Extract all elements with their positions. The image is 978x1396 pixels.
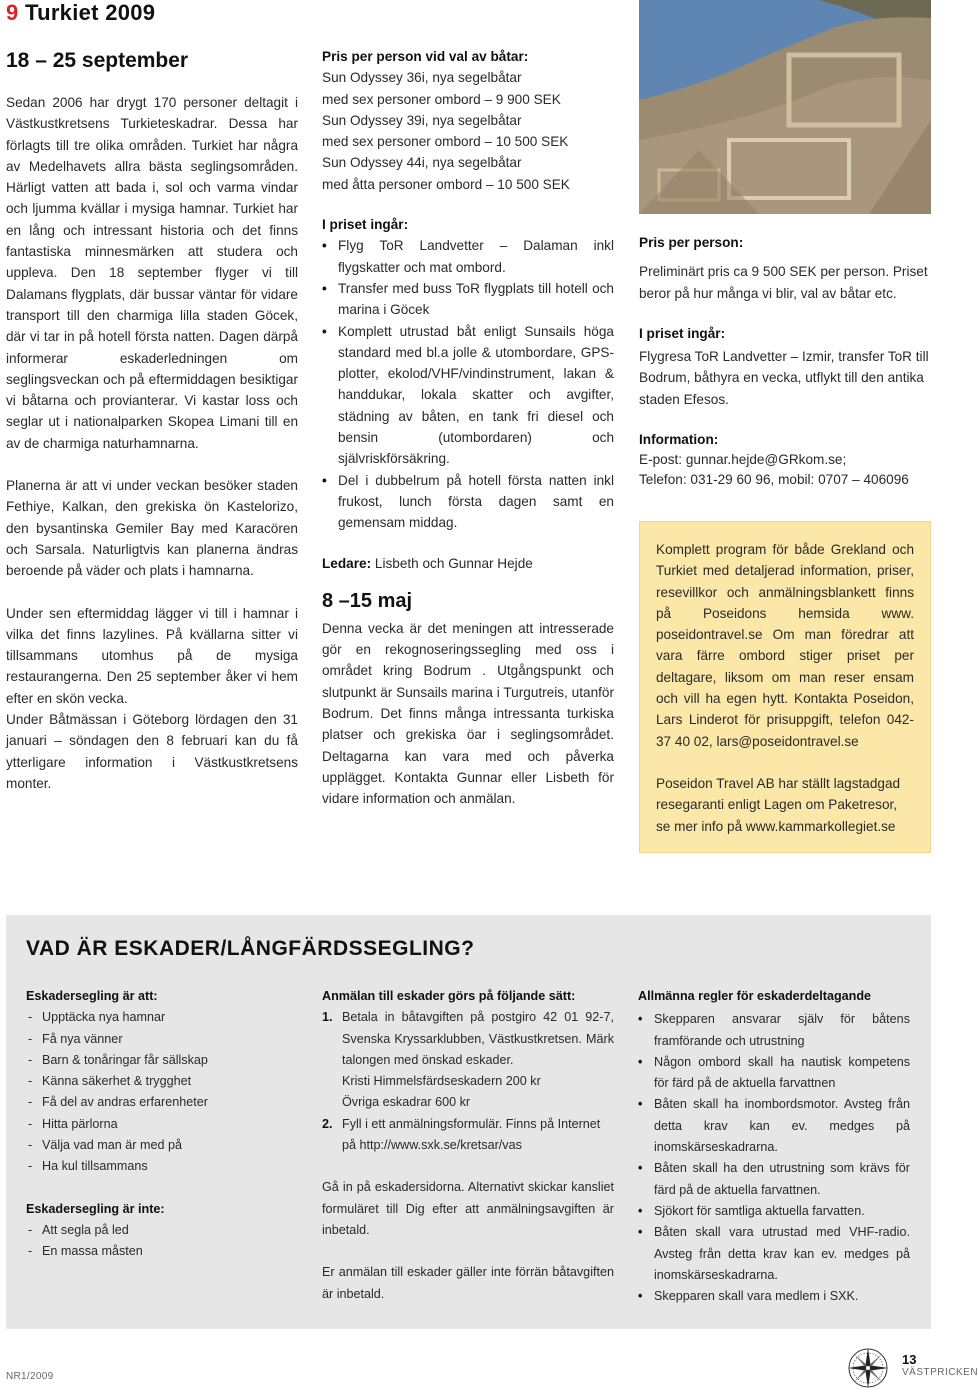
registration-steps xyxy=(322,1007,614,1156)
page-header xyxy=(6,0,306,28)
boat-fair-paragraph: Under Båtmässan i Göteborg lördagen den 31 januari – söndagen den 8 februari kan du få ytterligare information i Västkustkretsens monter. xyxy=(6,712,298,791)
date-heading: 18 – 25 september xyxy=(6,49,189,72)
price-line: Sun Odyssey 44i, nya segelbåtar xyxy=(322,155,522,171)
eskader-is-item: - Hitta pärlorna xyxy=(26,1114,296,1135)
right-includes-text: Flygresa ToR Landvetter – Izmir, transfer ToR till Bodrum, båthyra en vecka, utflykt till den antika staden Efesos. xyxy=(639,349,929,407)
step-fee-line: Kristi Himmelsfärdseskadern 200 kr xyxy=(342,1074,541,1089)
price-line: Sun Odyssey 36i, nya segelbåtar xyxy=(322,70,522,86)
right-column xyxy=(639,232,931,490)
ruins-landscape-icon xyxy=(639,0,931,214)
step-number: 2. xyxy=(322,1116,333,1131)
eskader-panel xyxy=(6,915,931,1329)
registration-step xyxy=(322,1007,614,1113)
leaders-line xyxy=(322,553,614,574)
registration-payment-note: Er anmälan till eskader gäller inte förrän båtavgiften är inbetald. xyxy=(322,1265,614,1301)
eskader-is-column xyxy=(26,986,296,1263)
eskader-is-item: - Välja vad man är med på xyxy=(26,1135,296,1156)
right-price-text: Preliminärt pris ca 9 500 SEK per person. Priset beror på hur många vi blir, val av båtar etc. xyxy=(639,264,928,301)
step-text: Betala in båtavgiften på postgiro 42 01 92-7, Svenska Kryssarklubben, Västkustkretsen. Märk talongen med önskad eskader. xyxy=(342,1010,614,1067)
price-line: med sex personer ombord – 9 900 SEK xyxy=(322,91,561,107)
may-heading: 8 –15 maj xyxy=(322,589,413,612)
rule-item: • Båten skall ha den utrustning som krävs för färd på de aktuella farvattnen. xyxy=(638,1158,910,1201)
evening-paragraph: Under sen eftermiddag lägger vi till i hamnar i vilka det finns lazylines. På kvällarna sitter vi tillsammans utomhus på de mysiga restaurangerna. Den 25 september åker vi hem efter en skön vecka. xyxy=(6,605,298,706)
eskader-is-item: - Upptäcka nya hamnar xyxy=(26,1007,296,1028)
footer-page-number: 13 xyxy=(902,1352,917,1367)
compass-rose-icon xyxy=(846,1346,890,1390)
leaders-value: Lisbeth och Gunnar Hejde xyxy=(371,555,533,571)
rule-item: • Skepparen skall vara medlem i SXK. xyxy=(638,1286,910,1307)
footer-right xyxy=(902,1352,978,1378)
eskader-is-not-item: - Att segla på led xyxy=(26,1220,296,1241)
poseidon-info-box xyxy=(639,521,931,853)
footer-issue: NR1/2009 xyxy=(6,1371,54,1382)
price-line: med sex personer ombord – 10 500 SEK xyxy=(322,134,569,150)
eskader-is-item: - Känna säkerhet & trygghet xyxy=(26,1071,296,1092)
eskader-is-heading: Eskadersegling är att: xyxy=(26,989,158,1003)
registration-step xyxy=(322,1114,614,1157)
includes-heading: I priset ingår: xyxy=(322,217,409,233)
rule-item: • Någon ombord skall ha nautisk kompetens för färd på de aktuella farvattnen xyxy=(638,1052,910,1095)
eskader-is-not-heading: Eskadersegling är inte: xyxy=(26,1201,165,1216)
right-includes-heading: I priset ingår: xyxy=(639,325,726,341)
intro-paragraph: Sedan 2006 har drygt 170 personer deltagit i Västkustkretsens Turkieteskadrar. Dessa har förlagts till tre olika områden. Turkiet har några av Medelhavets allra bästa seglingsområden. Härligt vatten att bada i, sol och varma vindar och ljumma kvällar i mysiga hamnar. Turkiet har en lång och intressant historia och det finns fantastiska minnesmärken att studera och uppleva. Den 18 september flyger vi till Dalamans flygplats, där bussar väntar för vidare transport till den charmiga lilla staden Göcek, där vi tar in på hotell första natten. Dagen därpå informerar eskaderledningen om seglingsveckan och på eftermiddagen besiktigar vi båtarna och provianterar. Vi kastar loss och seglar ut i nationalparken Skopea Limani till en av de charmiga naturhamnarna. xyxy=(6,95,298,451)
rule-item: • Båten skall vara utrustad med VHF-radio. Avsteg från detta krav kan ev. medges på inomskärseskadrarna. xyxy=(638,1222,910,1286)
header-page-number: 9 xyxy=(6,0,19,25)
eskader-is-item: - Få del av andras erfarenheter xyxy=(26,1092,296,1113)
price-line: med åtta personer ombord – 10 500 SEK xyxy=(322,176,570,192)
rules-column xyxy=(638,986,910,1307)
registration-column xyxy=(322,986,614,1305)
step-fee-line: Övriga eskadrar 600 kr xyxy=(342,1095,471,1110)
eskader-panel-title: VAD ÄR ESKADER/LÅNGFÄRDSSEGLING? xyxy=(26,937,475,960)
eskader-is-not-list xyxy=(26,1220,296,1263)
step-text: Fyll i ett anmälningsformulär. Finns på Internet på http://www.sxk.se/kretsar/vas xyxy=(342,1116,601,1153)
eskader-is-list xyxy=(26,1007,296,1177)
rules-list xyxy=(638,1009,910,1307)
footer-brand: VÄSTPRICKEN xyxy=(902,1367,978,1378)
eskader-is-item: - Få nya vänner xyxy=(26,1029,296,1050)
info-email: E-post: gunnar.hejde@GRkom.se; xyxy=(639,452,847,468)
step-number: 1. xyxy=(322,1010,333,1025)
includes-item: • Transfer med buss ToR flygplats till hotell och marina i Göcek xyxy=(322,278,614,321)
price-list xyxy=(322,67,614,195)
registration-heading: Anmälan till eskader görs på följande sätt: xyxy=(322,989,576,1003)
rule-item: • Båten skall ha inombordsmotor. Avsteg från detta krav kan ev. medges på inomskärseskadrarna. xyxy=(638,1094,910,1158)
rule-item: • Sjökort för samtliga aktuella farvatten. xyxy=(638,1201,910,1222)
info-phone: Telefon: 031-29 60 96, mobil: 0707 – 406096 xyxy=(639,472,909,488)
poseidon-guarantee-text: Poseidon Travel AB har ställt lagstadgad resegaranti enligt Lagen om Paketresor, se mer info på www.kammarkollegiet.se xyxy=(656,775,901,834)
may-paragraph: Denna vecka är det meningen att intresserade gör en rekognoseringssegling med oss i området kring Bodrum . Utgångspunkt och slutpunkt är Sunsails marina i Turgutreis, utanför Bodrum. Det finns många intressanta turkiska platser och grekiska öar i seglingsområdet. Deltagarna kan vara med och påverka upplägget. Kontakta Gunnar eller Lisbeth för vidare information och anmälan. xyxy=(322,620,614,807)
left-column xyxy=(6,48,298,794)
middle-column xyxy=(322,46,614,810)
right-price-heading: Pris per person: xyxy=(639,235,744,250)
eskader-is-item: - Barn & tonåringar får sällskap xyxy=(26,1050,296,1071)
registration-note: Gå in på eskadersidorna. Alternativt skickar kansliet formuläret till Dig efter att anmälningsavgiften är inbetald. xyxy=(322,1180,614,1237)
plans-paragraph: Planerna är att vi under veckan besöker staden Fethiye, Kalkan, den grekiska ön Kastelorizo, den bysantinska Gemiler Bay med Karacören och Sarsala. Naturligtvis kan planerna ändras beroende på väder och plats i hamnarna. xyxy=(6,478,298,579)
includes-item: • Komplett utrustad båt enligt Sunsails höga standard med bl.a jolle & utombordare, GPS-plotter, ekolod/VHF/vindinstrument, lakan & handdukar, lokala skatter och avgifter, städning av båten, en tank fri diesel och bensin (utombordaren) och självriskförsäkring. xyxy=(322,321,614,470)
eskader-is-item: - Ha kul tillsammans xyxy=(26,1156,296,1177)
ruins-photo xyxy=(639,0,931,214)
rule-item: • Skepparen ansvarar själv för båtens framförande och utrustning xyxy=(638,1009,910,1052)
includes-list xyxy=(322,235,614,533)
eskader-is-not-item: - En massa måsten xyxy=(26,1241,296,1262)
leaders-label: Ledare: xyxy=(322,555,372,571)
price-heading: Pris per person vid val av båtar: xyxy=(322,49,529,64)
info-heading: Information: xyxy=(639,432,719,448)
price-line: Sun Odyssey 39i, nya segelbåtar xyxy=(322,112,522,128)
poseidon-program-text: Komplett program för både Grekland och Turkiet med detaljerad information, priser, resevillkor och anmälningsblankett finns på Poseidons hemsida www. poseidontravel.se Om man föredrar att vara färre ombord stiger priset per deltagare, liksom om man reser ensam och vill ha egen hytt. Kontakta Poseidon, Lars Linderot för prisuppgift, telefon 042-37 40 02, lars@poseidontravel.se xyxy=(656,542,914,749)
rules-heading: Allmänna regler för eskaderdeltagande xyxy=(638,989,872,1003)
includes-item: • Flyg ToR Landvetter – Dalaman inkl flygskatter och mat ombord. xyxy=(322,235,614,278)
includes-item: • Del i dubbelrum på hotell första natten inkl frukost, lunch första dagen samt en gemensam middag. xyxy=(322,470,614,534)
header-title: Turkiet 2009 xyxy=(24,0,156,25)
